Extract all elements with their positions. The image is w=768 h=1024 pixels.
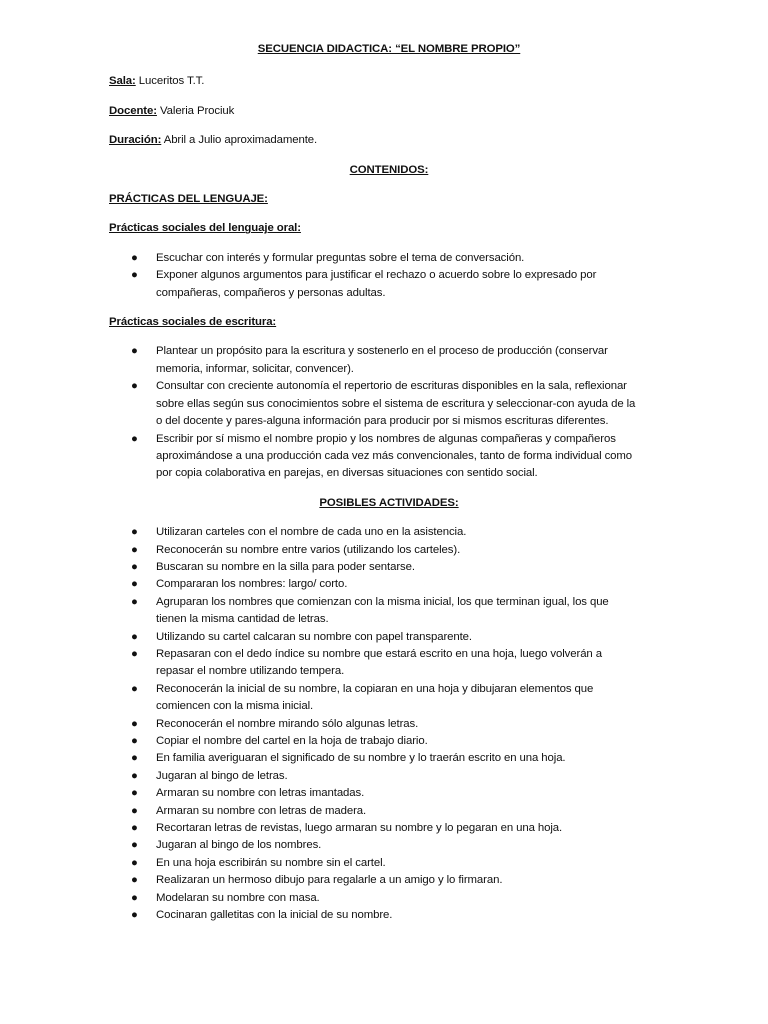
practicas-heading: PRÁCTICAS DEL LENGUAJE: <box>109 193 268 206</box>
bullet-icon: ● <box>131 543 138 556</box>
page-title: SECUENCIA DIDACTICA: “EL NOMBRE PROPIO” <box>257 43 521 55</box>
document-body <box>109 41 669 936</box>
list-item-line: sobre ellas según sus conocimientos sobre el sistema de escritura y seleccionar-con ayuda de la <box>156 397 636 410</box>
list-item <box>109 542 669 559</box>
list-item <box>109 343 669 378</box>
list-item <box>109 646 669 681</box>
bullet-icon: ● <box>131 432 138 445</box>
list-item <box>109 250 669 267</box>
bullet-icon: ● <box>131 560 138 573</box>
contenidos-heading: CONTENIDOS: <box>349 163 429 176</box>
bullet-icon: ● <box>131 856 138 869</box>
list-item-line: Escribir por sí mismo el nombre propio y los nombres de algunas compañeras y compañeros <box>156 432 616 445</box>
list-item-line: Jugaran al bingo de los nombres. <box>156 839 322 852</box>
list-item <box>109 629 669 646</box>
list-item <box>109 594 669 629</box>
list-item-line: Armaran su nombre con letras imantadas. <box>156 787 365 800</box>
bullet-icon: ● <box>131 735 138 747</box>
list-item-line: Copiar el nombre del cartel en la hoja de trabajo diario. <box>156 735 428 747</box>
list-item <box>109 803 669 820</box>
actividades-list <box>109 524 669 924</box>
meta-label: Docente: <box>109 104 157 117</box>
list-item-line: Recortaran letras de revistas, luego armaran su nombre y lo pegaran en una hoja. <box>156 822 563 835</box>
list-item <box>109 378 669 430</box>
meta-label: Duración: <box>109 134 162 147</box>
meta-value: Abril a Julio aproximadamente. <box>161 134 318 147</box>
list-item <box>109 855 669 872</box>
list-item-line: Utilizando su cartel calcaran su nombre con papel transparente. <box>156 630 472 643</box>
bullet-icon: ● <box>131 891 138 904</box>
escritura-list <box>109 343 669 482</box>
list-item <box>109 681 669 716</box>
list-item-line: Armaran su nombre con letras de madera. <box>156 804 367 817</box>
list-item-line: En una hoja escribirán su nombre sin el cartel. <box>156 856 386 869</box>
list-item-line: aproximándose a una producción cada vez más convencionales, tanto de forma individual como <box>156 449 633 462</box>
list-item-line: Reconocerán la inicial de su nombre, la copiaran en una hoja y dibujaran elementos que <box>156 682 594 695</box>
bullet-icon: ● <box>131 380 138 393</box>
meta-sala <box>109 73 669 90</box>
list-item-line: Cocinaran galletitas con la inicial de su nombre. <box>156 909 393 922</box>
list-item-line: Compararan los nombres: largo/ corto. <box>156 578 348 591</box>
list-item-line: o del docente y pares-alguna información para producir por si mismos escrituras diferentes. <box>156 415 609 428</box>
list-item <box>109 716 669 733</box>
bullet-icon: ● <box>131 769 138 782</box>
list-item-line: Plantear un propósito para la escritura y sostenerlo en el proceso de producción (conservar <box>156 345 608 358</box>
bullet-icon: ● <box>131 647 138 660</box>
bullet-icon: ● <box>131 345 138 358</box>
meta-duracion <box>109 132 669 149</box>
list-item <box>109 559 669 576</box>
escritura-heading: Prácticas sociales de escritura: <box>109 316 277 329</box>
list-item-line: Buscaran su nombre en la silla para poder sentarse. <box>156 560 415 573</box>
list-item-line: por copia colaborativa en parejas, en diversas situaciones con sentido social. <box>156 467 538 480</box>
list-item <box>109 890 669 907</box>
list-item-line: tienen la misma cantidad de letras. <box>156 613 329 626</box>
bullet-icon: ● <box>131 909 138 922</box>
list-item-line: Consultar con creciente autonomía el repertorio de escrituras disponibles en la sala, reflexionar <box>156 380 627 393</box>
bullet-icon: ● <box>131 874 138 887</box>
bullet-icon: ● <box>131 822 138 835</box>
list-item-line: En familia averiguaran el significado de su nombre y lo traerán escrito en una hoja. <box>156 752 566 765</box>
list-item <box>109 576 669 593</box>
list-item <box>109 820 669 837</box>
list-item-line: memoria, informar, solicitar, convencer). <box>156 362 354 375</box>
list-item-line: Modelaran su nombre con masa. <box>156 891 320 904</box>
list-item <box>109 872 669 889</box>
list-item <box>109 907 669 924</box>
list-item-line: Utilizaran carteles con el nombre de cada uno en la asistencia. <box>156 526 467 539</box>
actividades-heading: POSIBLES ACTIVIDADES: <box>319 496 459 509</box>
list-item-line: compañeras, compañeros y personas adultas. <box>156 286 386 299</box>
list-item <box>109 733 669 750</box>
list-item-line: Escuchar con interés y formular preguntas sobre el tema de conversación. <box>156 251 525 264</box>
list-item <box>109 750 669 767</box>
list-item-line: Realizaran un hermoso dibujo para regalarle a un amigo y lo firmaran. <box>156 874 503 887</box>
bullet-icon: ● <box>131 717 138 730</box>
list-item-line: Reconocerán el nombre mirando sólo algunas letras. <box>156 717 419 730</box>
list-item <box>109 431 669 483</box>
bullet-icon: ● <box>131 804 138 817</box>
list-item-line: Reconocerán su nombre entre varios (utilizando los carteles). <box>156 543 461 556</box>
list-item-line: repasar el nombre utilizando tempera. <box>156 665 345 678</box>
list-item-line: Exponer algunos argumentos para justificar el rechazo o acuerdo sobre lo expresado por <box>156 269 597 282</box>
bullet-icon: ● <box>131 595 138 608</box>
bullet-icon: ● <box>131 269 138 282</box>
meta-value: Valeria Prociuk <box>156 104 235 117</box>
list-item-line: Repasaran con el dedo índice su nombre que estará escrito en una hoja, luego volverán a <box>156 647 602 660</box>
list-item <box>109 768 669 785</box>
meta-docente <box>109 103 669 120</box>
list-item-line: Jugaran al bingo de letras. <box>156 769 288 782</box>
list-item <box>109 267 669 302</box>
list-item <box>109 837 669 854</box>
bullet-icon: ● <box>131 752 138 765</box>
bullet-icon: ● <box>131 630 138 643</box>
bullet-icon: ● <box>131 839 138 852</box>
oral-heading: Prácticas sociales del lenguaje oral: <box>109 222 301 235</box>
list-item <box>109 524 669 541</box>
list-item <box>109 785 669 802</box>
bullet-icon: ● <box>131 682 138 695</box>
meta-value: Luceritos T.T. <box>135 75 205 88</box>
oral-list <box>109 250 669 302</box>
list-item-line: Agruparan los nombres que comienzan con la misma inicial, los que terminan igual, los que <box>156 595 609 608</box>
bullet-icon: ● <box>131 787 138 800</box>
bullet-icon: ● <box>131 251 138 264</box>
list-item-line: comiencen con la misma inicial. <box>156 700 314 713</box>
meta-label: Sala: <box>109 75 136 88</box>
bullet-icon: ● <box>131 578 138 591</box>
bullet-icon: ● <box>131 526 138 539</box>
